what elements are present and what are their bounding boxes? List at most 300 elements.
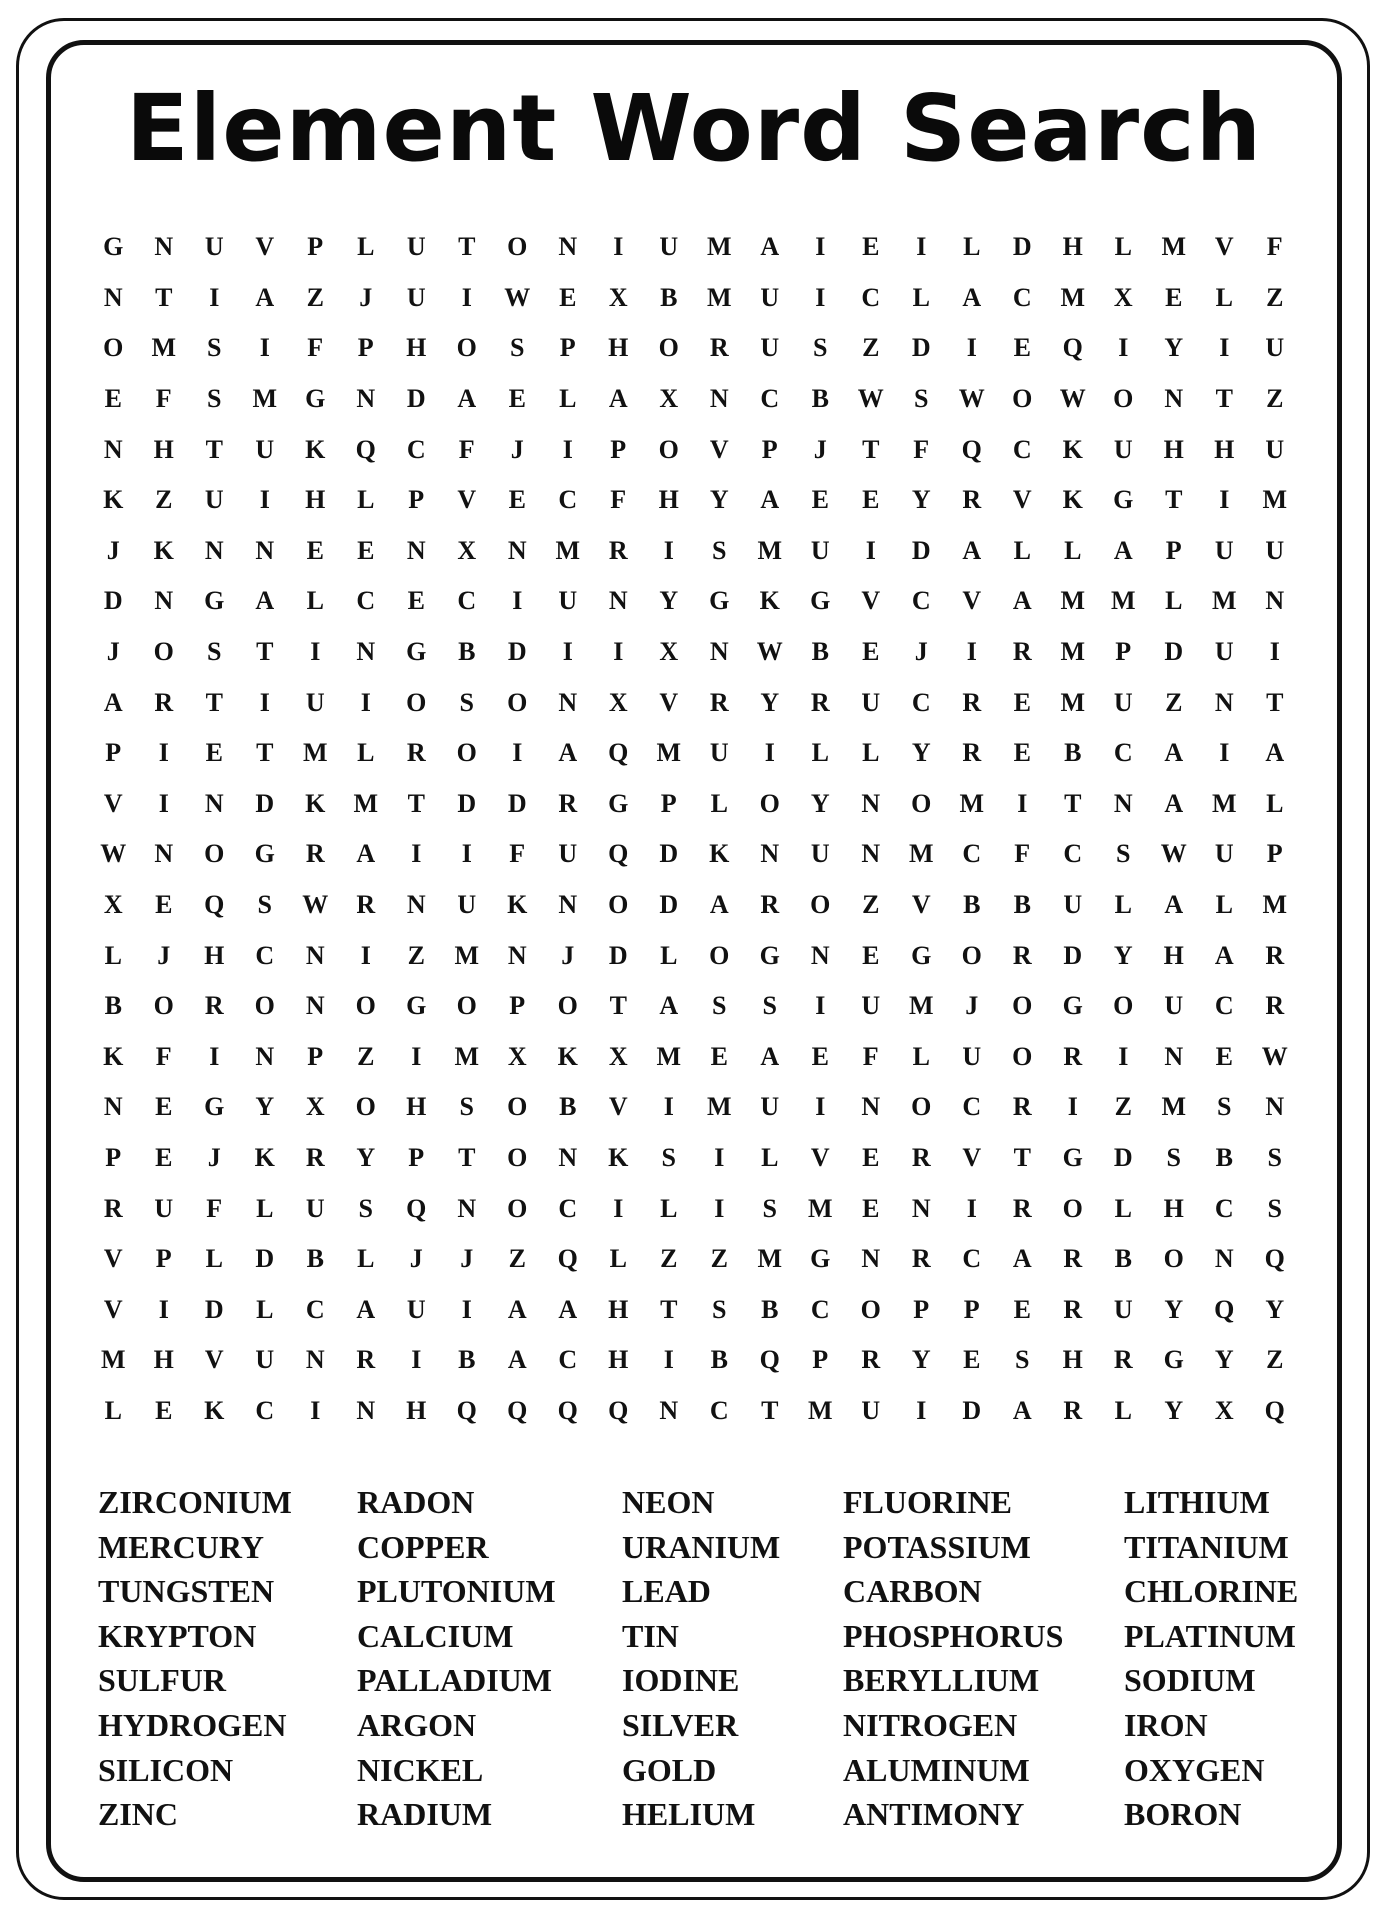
grid-letter[interactable]: L — [205, 1244, 223, 1274]
grid-letter[interactable]: W — [1059, 384, 1086, 414]
grid-letter[interactable]: Y — [659, 586, 679, 616]
grid-letter[interactable]: J — [813, 434, 827, 464]
grid-letter[interactable]: D — [659, 839, 679, 869]
grid-letter[interactable]: J — [157, 940, 171, 970]
grid-letter[interactable]: P — [1165, 535, 1182, 565]
grid-letter[interactable]: S — [1267, 1193, 1282, 1223]
grid-letter[interactable]: N — [356, 637, 376, 667]
grid-letter[interactable]: H — [608, 333, 629, 363]
grid-letter[interactable]: M — [1161, 232, 1187, 262]
grid-letter[interactable]: Z — [1266, 384, 1284, 414]
grid-letter[interactable]: M — [555, 535, 581, 565]
grid-letter[interactable]: Z — [1266, 1345, 1284, 1375]
grid-letter[interactable]: G — [709, 586, 730, 616]
grid-letter[interactable]: I — [209, 1041, 220, 1071]
grid-letter[interactable]: N — [204, 535, 224, 565]
grid-letter[interactable]: M — [959, 788, 985, 818]
grid-letter[interactable]: N — [558, 1142, 578, 1172]
grid-letter[interactable]: S — [661, 1142, 676, 1172]
grid-letter[interactable]: K — [1062, 485, 1083, 515]
grid-letter[interactable]: T — [1013, 1142, 1031, 1172]
grid-letter[interactable]: L — [1215, 890, 1233, 920]
grid-letter[interactable]: C — [558, 1193, 578, 1223]
grid-letter[interactable]: Z — [306, 282, 324, 312]
grid-letter[interactable]: N — [204, 788, 224, 818]
grid-letter[interactable]: O — [911, 1092, 932, 1122]
grid-letter[interactable]: I — [158, 1294, 169, 1324]
grid-letter[interactable]: A — [709, 890, 729, 920]
grid-letter[interactable]: N — [810, 940, 830, 970]
grid-letter[interactable]: I — [663, 535, 674, 565]
grid-letter[interactable]: I — [461, 1294, 472, 1324]
grid-letter[interactable]: Q — [406, 1193, 427, 1223]
grid-letter[interactable]: Y — [911, 738, 931, 768]
grid-letter[interactable]: L — [256, 1193, 274, 1223]
grid-letter[interactable]: I — [209, 282, 220, 312]
grid-letter[interactable]: I — [1219, 485, 1230, 515]
grid-letter[interactable]: Y — [1113, 940, 1133, 970]
grid-letter[interactable]: S — [207, 637, 222, 667]
grid-letter[interactable]: O — [507, 687, 528, 717]
grid-letter[interactable]: N — [1164, 1041, 1184, 1071]
grid-letter[interactable]: O — [355, 991, 376, 1021]
grid-letter[interactable]: F — [206, 1193, 223, 1223]
grid-letter[interactable]: C — [457, 586, 477, 616]
grid-letter[interactable]: H — [1214, 434, 1235, 464]
grid-letter[interactable]: N — [406, 890, 426, 920]
grid-letter[interactable]: P — [307, 232, 324, 262]
grid-letter[interactable]: U — [204, 485, 224, 515]
grid-letter[interactable]: M — [1262, 890, 1288, 920]
grid-letter[interactable]: N — [103, 434, 123, 464]
grid-letter[interactable]: M — [706, 1092, 732, 1122]
grid-letter[interactable]: B — [1013, 890, 1031, 920]
grid-letter[interactable]: U — [558, 586, 578, 616]
grid-letter[interactable]: O — [103, 333, 124, 363]
grid-letter[interactable]: K — [153, 535, 174, 565]
grid-letter[interactable]: P — [408, 1142, 425, 1172]
grid-letter[interactable]: C — [962, 1244, 982, 1274]
grid-letter[interactable]: L — [761, 1142, 779, 1172]
grid-letter[interactable]: T — [155, 282, 173, 312]
grid-letter[interactable]: Z — [660, 1244, 678, 1274]
grid-letter[interactable]: Y — [356, 1142, 376, 1172]
grid-letter[interactable]: I — [764, 738, 775, 768]
grid-letter[interactable]: I — [815, 232, 826, 262]
grid-letter[interactable]: D — [406, 384, 426, 414]
grid-letter[interactable]: W — [504, 282, 531, 312]
grid-letter[interactable]: Q — [608, 839, 629, 869]
grid-letter[interactable]: O — [658, 333, 679, 363]
grid-letter[interactable]: Z — [508, 1244, 526, 1274]
grid-letter[interactable]: T — [761, 1395, 779, 1425]
grid-letter[interactable]: S — [1166, 1142, 1181, 1172]
grid-letter[interactable]: O — [507, 1142, 528, 1172]
grid-letter[interactable]: N — [558, 687, 578, 717]
grid-letter[interactable]: X — [659, 637, 679, 667]
grid-letter[interactable]: I — [815, 1092, 826, 1122]
grid-letter[interactable]: M — [454, 940, 480, 970]
grid-letter[interactable]: B — [458, 637, 476, 667]
grid-letter[interactable]: B — [660, 282, 678, 312]
grid-letter[interactable]: F — [155, 1041, 172, 1071]
grid-letter[interactable]: L — [811, 738, 829, 768]
grid-letter[interactable]: T — [1215, 384, 1233, 414]
grid-letter[interactable]: X — [608, 1041, 628, 1071]
grid-letter[interactable]: S — [1116, 839, 1131, 869]
grid-letter[interactable]: R — [962, 687, 982, 717]
grid-letter[interactable]: U — [760, 282, 780, 312]
grid-letter[interactable]: N — [1113, 788, 1133, 818]
grid-letter[interactable]: P — [913, 1294, 930, 1324]
grid-letter[interactable]: N — [457, 1193, 477, 1223]
grid-letter[interactable]: Z — [407, 940, 425, 970]
grid-letter[interactable]: V — [962, 1142, 982, 1172]
grid-letter[interactable]: N — [558, 232, 578, 262]
grid-letter[interactable]: Y — [1265, 1294, 1285, 1324]
grid-letter[interactable]: I — [360, 687, 371, 717]
grid-letter[interactable]: N — [1214, 687, 1234, 717]
grid-letter[interactable]: C — [709, 1395, 729, 1425]
grid-letter[interactable]: N — [911, 1193, 931, 1223]
grid-letter[interactable]: N — [103, 282, 123, 312]
grid-letter[interactable]: X — [457, 535, 477, 565]
grid-letter[interactable]: F — [1014, 839, 1031, 869]
grid-letter[interactable]: W — [1261, 1041, 1288, 1071]
grid-letter[interactable]: R — [1012, 1193, 1032, 1223]
grid-letter[interactable]: O — [1062, 1193, 1083, 1223]
grid-letter[interactable]: M — [252, 384, 278, 414]
grid-letter[interactable]: E — [559, 282, 577, 312]
grid-letter[interactable]: L — [559, 384, 577, 414]
grid-letter[interactable]: U — [1214, 637, 1234, 667]
grid-letter[interactable]: N — [608, 586, 628, 616]
grid-letter[interactable]: R — [1113, 1345, 1133, 1375]
grid-letter[interactable]: P — [1266, 839, 1283, 869]
grid-letter[interactable]: L — [1064, 535, 1082, 565]
grid-letter[interactable]: M — [151, 333, 177, 363]
grid-letter[interactable]: I — [512, 738, 523, 768]
grid-letter[interactable]: S — [459, 1092, 474, 1122]
grid-letter[interactable]: U — [760, 1092, 780, 1122]
grid-letter[interactable]: U — [962, 1041, 982, 1071]
grid-letter[interactable]: G — [1062, 1142, 1083, 1172]
grid-letter[interactable]: W — [100, 839, 127, 869]
grid-letter[interactable]: U — [861, 991, 881, 1021]
grid-letter[interactable]: Z — [862, 890, 880, 920]
grid-letter[interactable]: G — [810, 1244, 831, 1274]
grid-letter[interactable]: T — [458, 1142, 476, 1172]
grid-letter[interactable]: U — [305, 687, 325, 717]
grid-letter[interactable]: M — [1060, 637, 1086, 667]
grid-letter[interactable]: C — [962, 839, 982, 869]
grid-letter[interactable]: M — [1211, 788, 1237, 818]
grid-letter[interactable]: A — [608, 384, 628, 414]
grid-letter[interactable]: R — [608, 535, 628, 565]
grid-letter[interactable]: N — [154, 586, 174, 616]
grid-letter[interactable]: O — [1113, 991, 1134, 1021]
grid-letter[interactable]: L — [1165, 586, 1183, 616]
grid-letter[interactable]: U — [1164, 991, 1184, 1021]
grid-letter[interactable]: Y — [911, 1345, 931, 1375]
grid-letter[interactable]: E — [1013, 333, 1031, 363]
grid-letter[interactable]: W — [1160, 839, 1187, 869]
grid-letter[interactable]: J — [510, 434, 524, 464]
grid-letter[interactable]: F — [509, 839, 526, 869]
grid-letter[interactable]: O — [507, 1193, 528, 1223]
grid-letter[interactable]: G — [911, 940, 932, 970]
grid-letter[interactable]: U — [760, 333, 780, 363]
grid-letter[interactable]: N — [305, 940, 325, 970]
grid-letter[interactable]: L — [1215, 282, 1233, 312]
grid-letter[interactable]: A — [760, 1041, 780, 1071]
grid-letter[interactable]: U — [255, 434, 275, 464]
grid-letter[interactable]: R — [1012, 1092, 1032, 1122]
grid-letter[interactable]: S — [914, 384, 929, 414]
grid-letter[interactable]: P — [559, 333, 576, 363]
grid-letter[interactable]: O — [1113, 384, 1134, 414]
grid-letter[interactable]: M — [1060, 586, 1086, 616]
grid-letter[interactable]: H — [153, 1345, 174, 1375]
grid-letter[interactable]: D — [1063, 940, 1083, 970]
grid-letter[interactable]: G — [1113, 485, 1134, 515]
grid-letter[interactable]: V — [1012, 485, 1032, 515]
grid-letter[interactable]: S — [712, 1294, 727, 1324]
grid-letter[interactable]: I — [916, 232, 927, 262]
grid-letter[interactable]: M — [706, 282, 732, 312]
grid-letter[interactable]: L — [710, 788, 728, 818]
grid-letter[interactable]: E — [811, 485, 829, 515]
grid-letter[interactable]: N — [356, 1395, 376, 1425]
grid-letter[interactable]: Y — [1164, 333, 1184, 363]
grid-letter[interactable]: Y — [709, 485, 729, 515]
grid-letter[interactable]: K — [1062, 434, 1083, 464]
grid-letter[interactable]: C — [356, 586, 376, 616]
grid-letter[interactable]: Y — [810, 788, 830, 818]
grid-letter[interactable]: V — [204, 1345, 224, 1375]
grid-letter[interactable]: Z — [862, 333, 880, 363]
grid-letter[interactable]: U — [406, 232, 426, 262]
grid-letter[interactable]: R — [861, 1345, 881, 1375]
grid-letter[interactable]: L — [1114, 1395, 1132, 1425]
grid-letter[interactable]: U — [861, 687, 881, 717]
grid-letter[interactable]: Q — [355, 434, 376, 464]
grid-letter[interactable]: A — [507, 1294, 527, 1324]
grid-letter[interactable]: J — [359, 282, 373, 312]
grid-letter[interactable]: C — [861, 282, 881, 312]
grid-letter[interactable]: A — [103, 687, 123, 717]
grid-letter[interactable]: I — [158, 788, 169, 818]
grid-letter[interactable]: O — [557, 991, 578, 1021]
grid-letter[interactable]: C — [255, 940, 275, 970]
grid-letter[interactable]: P — [307, 1041, 324, 1071]
grid-letter[interactable]: C — [1113, 738, 1133, 768]
grid-letter[interactable]: B — [1215, 1142, 1233, 1172]
grid-letter[interactable]: H — [204, 940, 225, 970]
grid-letter[interactable]: F — [610, 485, 627, 515]
grid-letter[interactable]: L — [1266, 788, 1284, 818]
grid-letter[interactable]: D — [1164, 637, 1184, 667]
grid-letter[interactable]: U — [406, 1294, 426, 1324]
grid-letter[interactable]: U — [1214, 535, 1234, 565]
grid-letter[interactable]: N — [760, 839, 780, 869]
grid-letter[interactable]: N — [709, 637, 729, 667]
grid-letter[interactable]: J — [106, 535, 120, 565]
grid-letter[interactable]: E — [710, 1041, 728, 1071]
grid-letter[interactable]: A — [558, 738, 578, 768]
grid-letter[interactable]: K — [557, 1041, 578, 1071]
grid-letter[interactable]: L — [357, 1244, 375, 1274]
grid-letter[interactable]: Q — [557, 1244, 578, 1274]
grid-letter[interactable]: O — [355, 1092, 376, 1122]
grid-letter[interactable]: T — [256, 738, 274, 768]
grid-letter[interactable]: X — [608, 282, 628, 312]
grid-letter[interactable]: S — [762, 991, 777, 1021]
grid-letter[interactable]: H — [608, 1294, 629, 1324]
grid-letter[interactable]: Q — [507, 1395, 528, 1425]
grid-letter[interactable]: A — [1113, 535, 1133, 565]
grid-letter[interactable]: I — [815, 991, 826, 1021]
grid-letter[interactable]: A — [1164, 788, 1184, 818]
grid-letter[interactable]: E — [155, 1092, 173, 1122]
grid-letter[interactable]: Q — [1264, 1395, 1285, 1425]
grid-letter[interactable]: U — [154, 1193, 174, 1223]
grid-letter[interactable]: B — [710, 1345, 728, 1375]
grid-letter[interactable]: J — [561, 940, 575, 970]
grid-letter[interactable]: K — [254, 1142, 275, 1172]
grid-letter[interactable]: X — [103, 890, 123, 920]
grid-letter[interactable]: I — [663, 1092, 674, 1122]
grid-letter[interactable]: Y — [760, 687, 780, 717]
grid-letter[interactable]: E — [1013, 687, 1031, 717]
grid-letter[interactable]: I — [1219, 738, 1230, 768]
grid-letter[interactable]: C — [558, 485, 578, 515]
grid-letter[interactable]: P — [1115, 637, 1132, 667]
grid-letter[interactable]: U — [810, 839, 830, 869]
grid-letter[interactable]: T — [609, 991, 627, 1021]
grid-letter[interactable]: X — [507, 1041, 527, 1071]
grid-letter[interactable]: N — [305, 1345, 325, 1375]
grid-letter[interactable]: K — [305, 434, 326, 464]
grid-letter[interactable]: P — [509, 991, 526, 1021]
grid-letter[interactable]: M — [757, 535, 783, 565]
grid-letter[interactable]: V — [962, 586, 982, 616]
grid-letter[interactable]: U — [659, 232, 679, 262]
grid-letter[interactable]: R — [406, 738, 426, 768]
grid-letter[interactable]: C — [760, 384, 780, 414]
grid-letter[interactable]: A — [255, 586, 275, 616]
grid-letter[interactable]: V — [659, 687, 679, 717]
grid-letter[interactable]: I — [360, 940, 371, 970]
grid-letter[interactable]: E — [862, 232, 880, 262]
grid-letter[interactable]: B — [811, 637, 829, 667]
grid-letter[interactable]: P — [408, 485, 425, 515]
grid-letter[interactable]: G — [305, 384, 326, 414]
grid-letter[interactable]: I — [1118, 1041, 1129, 1071]
grid-letter[interactable]: M — [1060, 687, 1086, 717]
grid-letter[interactable]: H — [406, 1092, 427, 1122]
grid-letter[interactable]: I — [259, 333, 270, 363]
grid-letter[interactable]: G — [608, 788, 629, 818]
grid-letter[interactable]: M — [757, 1244, 783, 1274]
grid-letter[interactable]: I — [1067, 1092, 1078, 1122]
grid-letter[interactable]: O — [860, 1294, 881, 1324]
grid-letter[interactable]: T — [256, 637, 274, 667]
grid-letter[interactable]: Y — [1164, 1294, 1184, 1324]
grid-letter[interactable]: H — [406, 333, 427, 363]
grid-letter[interactable]: N — [154, 839, 174, 869]
grid-letter[interactable]: C — [558, 1345, 578, 1375]
grid-letter[interactable]: S — [459, 687, 474, 717]
grid-letter[interactable]: I — [461, 282, 472, 312]
grid-letter[interactable]: Q — [759, 1345, 780, 1375]
grid-letter[interactable]: R — [911, 1244, 931, 1274]
grid-letter[interactable]: J — [106, 637, 120, 667]
grid-letter[interactable]: K — [103, 485, 124, 515]
grid-letter[interactable]: Y — [1164, 1395, 1184, 1425]
grid-letter[interactable]: B — [104, 991, 122, 1021]
grid-letter[interactable]: C — [1214, 1193, 1234, 1223]
grid-letter[interactable]: W — [857, 384, 884, 414]
grid-letter[interactable]: I — [1118, 333, 1129, 363]
grid-letter[interactable]: C — [1012, 434, 1032, 464]
grid-letter[interactable]: W — [958, 384, 985, 414]
grid-letter[interactable]: G — [204, 586, 225, 616]
grid-letter[interactable]: D — [507, 788, 527, 818]
grid-letter[interactable]: D — [911, 333, 931, 363]
grid-letter[interactable]: I — [562, 434, 573, 464]
grid-letter[interactable]: I — [966, 333, 977, 363]
grid-letter[interactable]: O — [507, 232, 528, 262]
grid-letter[interactable]: U — [709, 738, 729, 768]
grid-letter[interactable]: X — [305, 1092, 325, 1122]
grid-letter[interactable]: B — [1064, 738, 1082, 768]
grid-letter[interactable]: E — [155, 1142, 173, 1172]
grid-letter[interactable]: K — [709, 839, 730, 869]
grid-letter[interactable]: S — [712, 991, 727, 1021]
grid-letter[interactable]: O — [810, 890, 831, 920]
grid-letter[interactable]: S — [207, 333, 222, 363]
grid-letter[interactable]: G — [406, 991, 427, 1021]
grid-letter[interactable]: A — [507, 1345, 527, 1375]
grid-letter[interactable]: A — [1164, 738, 1184, 768]
grid-letter[interactable]: R — [1063, 1294, 1083, 1324]
grid-letter[interactable]: M — [1211, 586, 1237, 616]
grid-letter[interactable]: R — [1063, 1041, 1083, 1071]
grid-letter[interactable]: R — [962, 738, 982, 768]
grid-letter[interactable]: P — [963, 1294, 980, 1324]
grid-letter[interactable]: J — [409, 1244, 423, 1274]
grid-letter[interactable]: M — [353, 788, 379, 818]
grid-letter[interactable]: G — [254, 839, 275, 869]
grid-letter[interactable]: E — [1013, 1294, 1031, 1324]
grid-letter[interactable]: U — [1063, 890, 1083, 920]
grid-letter[interactable]: Y — [911, 485, 931, 515]
grid-letter[interactable]: K — [608, 1142, 629, 1172]
grid-letter[interactable]: I — [1219, 333, 1230, 363]
grid-letter[interactable]: L — [912, 282, 930, 312]
grid-letter[interactable]: L — [1013, 535, 1031, 565]
grid-letter[interactable]: Z — [710, 1244, 728, 1274]
grid-letter[interactable]: S — [762, 1193, 777, 1223]
grid-letter[interactable]: I — [714, 1193, 725, 1223]
grid-letter[interactable]: U — [406, 282, 426, 312]
grid-letter[interactable]: U — [1113, 687, 1133, 717]
grid-letter[interactable]: N — [861, 1244, 881, 1274]
grid-letter[interactable]: M — [706, 232, 732, 262]
grid-letter[interactable]: W — [302, 890, 329, 920]
grid-letter[interactable]: C — [911, 687, 931, 717]
